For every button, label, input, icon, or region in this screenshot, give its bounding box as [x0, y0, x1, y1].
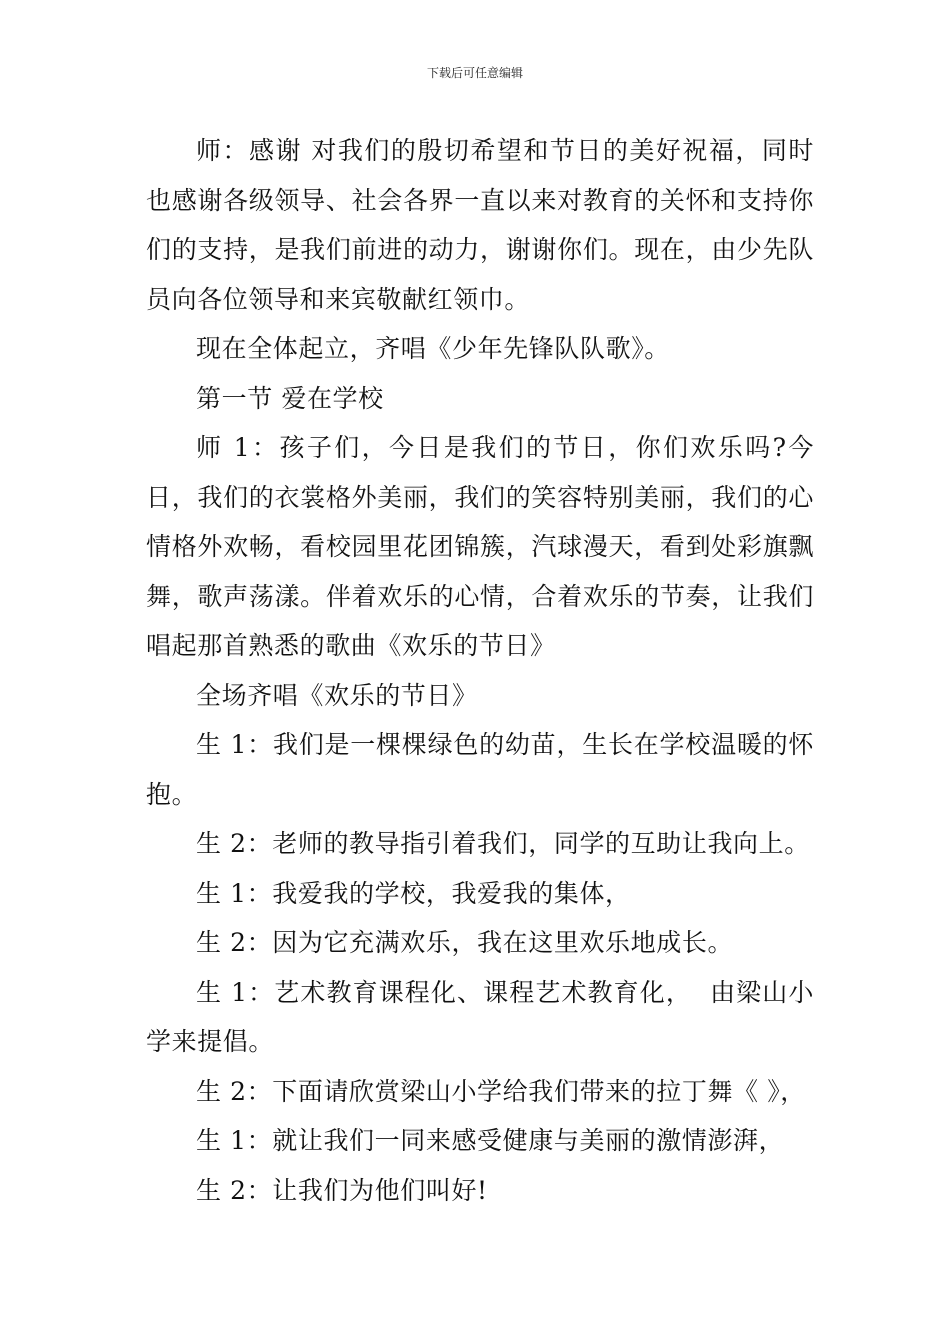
paragraph-stand-sing: 现在全体起立，齐唱《少年先锋队队歌》。 [196, 334, 670, 363]
paragraph-teacher-thanks: 师：感谢 对我们的殷切希望和节日的美好祝福，同时也感谢各级领导、社会各界一直以来对教育的关怀和支持你们的支持，是我们前进的动力，谢谢你们。现在，由少先队员向各位领导和来宾敬献红领巾。 [146, 136, 814, 314]
paragraph-student-2-b: 生 2：因为它充满欢乐，我在这里欢乐地成长。 [196, 928, 734, 957]
page-header-note: 下载后可任意编辑 [426, 66, 523, 80]
paragraph-student-2-a: 生 2：老师的教导指引着我们，同学的互助让我向上。 [196, 829, 810, 858]
paragraph-student-1-b: 生 1：我爱我的学校，我爱我的集体， [196, 878, 631, 908]
document-body [146, 126, 814, 1215]
paragraph-student-2-d: 生 2：让我们为他们叫好! [196, 1175, 488, 1205]
paragraph-student-1-d: 生 1：就让我们一同来感受健康与美丽的激情澎湃， [196, 1126, 785, 1155]
paragraph-teacher-1: 师 1：孩子们，今日是我们的节日，你们欢乐吗?今日，我们的衣裳格外美丽，我们的笑容特别美丽，我们的心情格外欢畅，看校园里花团锦簇，汽球漫天，看到处彩旗飘舞，歌声荡漾。伴着欢乐的心情，合着欢乐的节奏，让我们唱起那首熟悉的歌曲《欢乐的节日》 [146, 433, 814, 660]
section-heading: 第一节 爱在学校 [196, 383, 384, 413]
paragraph-student-1-a: 生 1：我们是一棵棵绿色的幼苗，生长在学校温暖的怀抱。 [146, 730, 814, 809]
paragraph-student-1-c: 生 1：艺术教育课程化、课程艺术教育化， 由梁山小学来提倡。 [146, 977, 814, 1056]
paragraph-all-sing: 全场齐唱《欢乐的节日》 [196, 680, 478, 710]
paragraph-student-2-c: 生 2：下面请欣赏梁山小学给我们带来的拉丁舞《 》， [196, 1076, 806, 1106]
